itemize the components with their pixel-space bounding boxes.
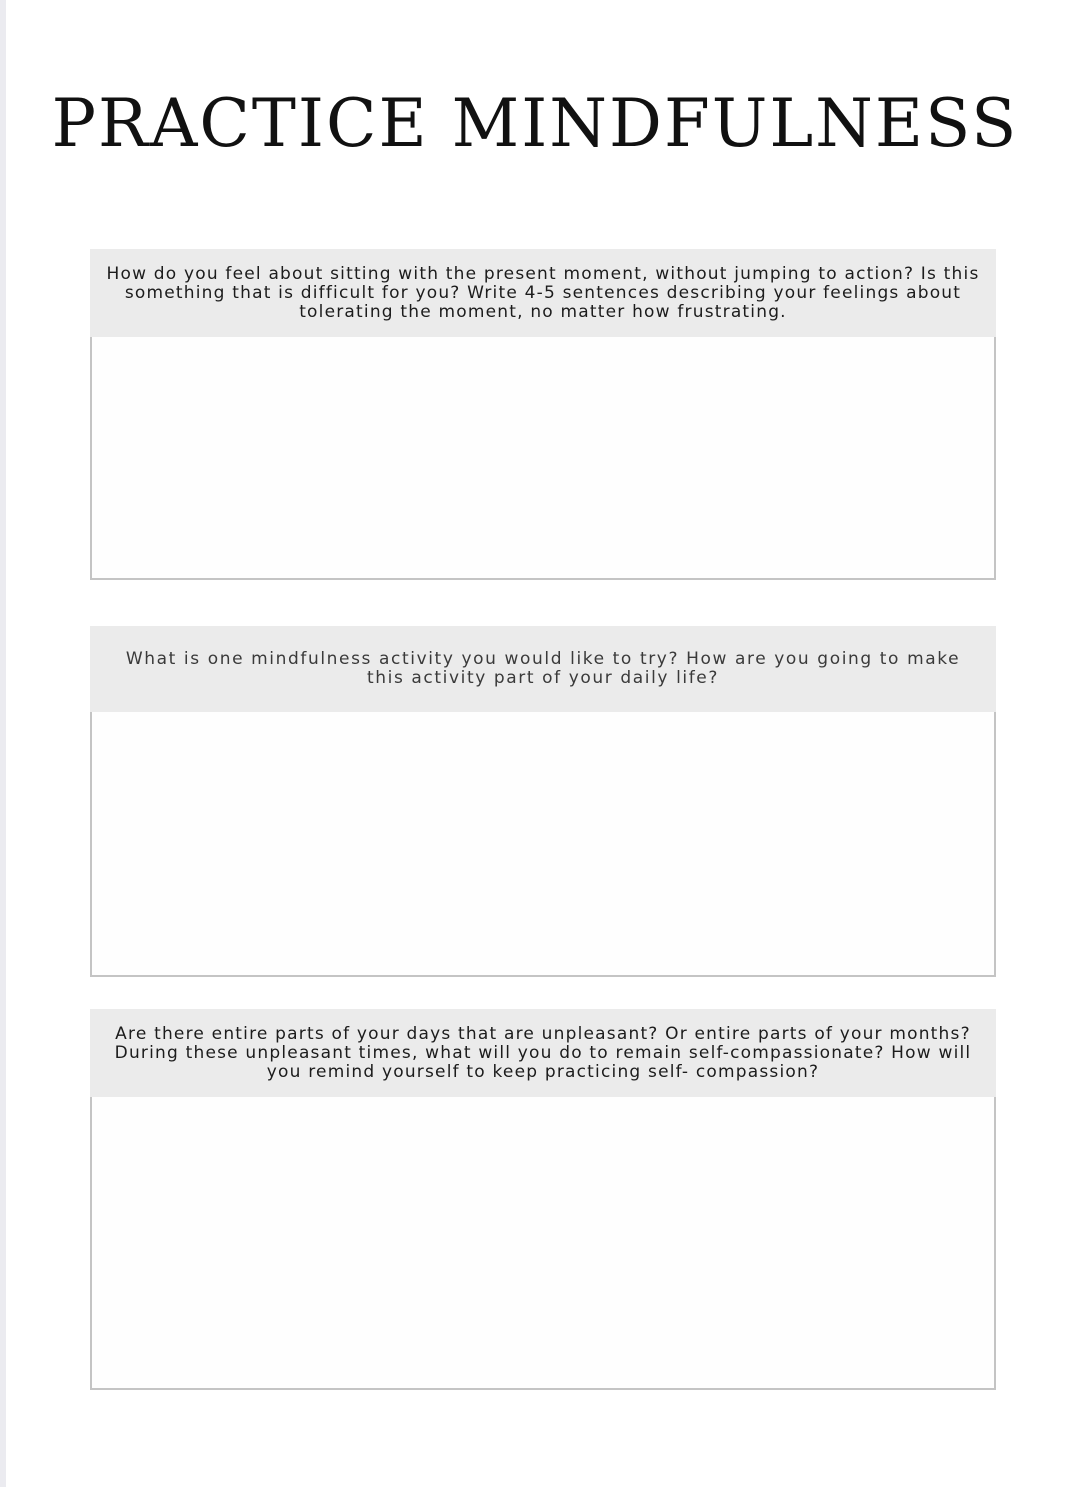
prompt-section-3 (90, 1009, 996, 1390)
prompt-text-2: What is one mindfulness activity you would like to try? How are you going to make this activity part of your daily life? (125, 649, 961, 688)
prompt-text-1: How do you feel about sitting with the present moment, without jumping to action? Is this something that is difficult for you? Write 4-5 sentences describing your feelings about tolerating the moment, no matter how frustrating. (106, 263, 980, 322)
left-edge-strip (0, 0, 6, 1487)
prompt-section-2 (90, 626, 996, 977)
page-title: PRACTICE MINDFULNESS (51, 85, 1019, 162)
prompt-section-1 (90, 249, 996, 580)
prompt-band-2 (90, 626, 996, 712)
answer-box-3[interactable] (90, 1097, 996, 1390)
prompt-band-1 (90, 249, 996, 337)
prompt-text-3: Are there entire parts of your days that are unpleasant? Or entire parts of your months? During these unpleasant times, what will you do to remain self-compassionate? How will you remind yourself to keep practicing self- compassion? (114, 1023, 972, 1082)
prompt-band-3 (90, 1009, 996, 1097)
answer-box-1[interactable] (90, 337, 996, 580)
answer-box-2[interactable] (90, 712, 996, 977)
